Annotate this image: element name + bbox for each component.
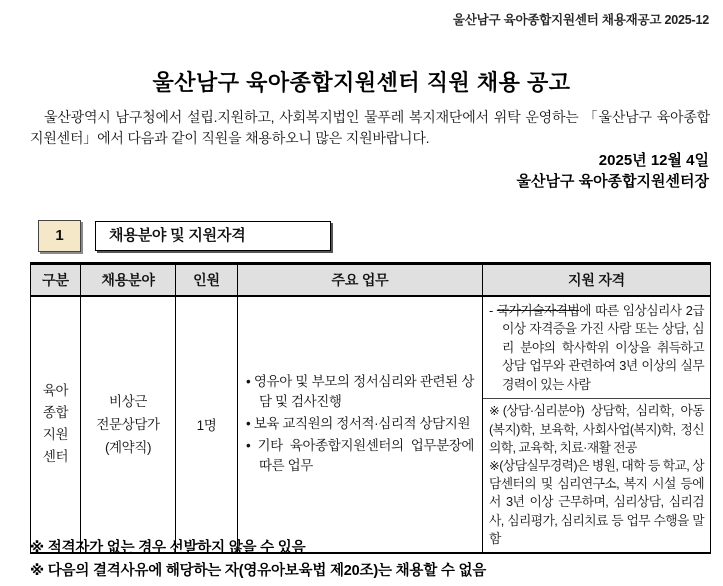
dash-marker: -	[489, 302, 493, 318]
column-header-count: 인원	[176, 264, 238, 296]
qualification-note: ※(상담실무경력)은 병원, 대학 등 학교, 상담센터의 및 심리연구소, 복지 시설 등에서 3년 이상 근무하며, 심리상담, 심리검사, 심리평가, 심리치료 등 업무 수행을 말함	[489, 458, 704, 546]
duty-item	[246, 436, 474, 476]
intro-paragraph: 울산광역시 남구청에서 설립.지원하고, 사회복지법인 물푸레 복지재단에서 위탁 운영하는 「울산남구 육아종합지원센터」에서 다음과 같이 직원을 채용하오니 많은 지원바랍니다.	[30, 109, 710, 146]
recruitment-table	[30, 262, 711, 554]
field-line: 전문상담가	[96, 416, 160, 432]
cell-category: 육아종합지원센터	[31, 296, 81, 554]
qualification-notes	[483, 399, 710, 552]
qualification-rest: 에 따른 임상심리사 2급 이상 자격증을 가진 사람 또는 상담, 심리 분야의 학사학위 이상을 취득하고 상담 업무와 관련하여 3년 이상의 실무경력이 있는 사람	[502, 302, 704, 392]
table-row	[31, 296, 711, 554]
field-line: (계약직)	[104, 439, 152, 455]
field-line: 비상근	[109, 393, 147, 409]
cell-field	[81, 296, 176, 554]
qualification-main-text	[489, 302, 704, 395]
bullet-icon: •	[246, 374, 251, 390]
reference-number: 울산남구 육아종합지원센터 채용재공고 2025-12	[452, 13, 709, 27]
cell-count: 1명	[176, 296, 238, 554]
duty-text: 기타 육아종합지원센터의 업무분장에 따른 업무	[257, 438, 474, 474]
struck-law-name: 국가기술자격법	[496, 302, 580, 318]
cell-duties	[238, 296, 483, 554]
column-header-qualification: 지원 자격	[483, 264, 711, 296]
page-title: 울산남구 육아종합지원센터 직원 채용 공고	[152, 70, 571, 95]
announcement-date: 2025년 12월 4일	[598, 152, 709, 169]
footer-note: ※ 적격자가 없는 경우 선발하지 않을 수 있음	[30, 540, 306, 556]
section-title: 채용분야 및 지원자격	[95, 221, 331, 251]
column-header-duties: 주요 업무	[238, 264, 483, 296]
bullet-icon: •	[246, 416, 251, 432]
qualification-note: ※(상담·심리분야) 상담학, 심리학, 아동(복지)학, 보육학, 사회사업(복지)학, 정신의학, 교육학, 치료·재활 전공	[489, 403, 704, 455]
section-number-badge: 1	[38, 220, 81, 252]
signature-line: 울산남구 육아종합지원센터장	[516, 173, 709, 190]
cell-qualification	[483, 296, 711, 554]
qualification-main	[483, 297, 710, 400]
duty-text: 보육 교직원의 정서적·심리적 상담지원	[253, 416, 471, 432]
date-signature-block	[516, 150, 709, 192]
duty-text: 영유아 및 부모의 정서심리와 관련된 상담 및 검사진행	[253, 374, 474, 410]
column-header-category: 구분	[31, 264, 81, 296]
footer-notes	[30, 537, 710, 583]
table-header-row	[31, 264, 711, 296]
duty-item	[246, 414, 474, 434]
column-header-field: 채용분야	[81, 264, 176, 296]
duty-item	[246, 372, 474, 412]
footer-note: ※ 다음의 결격사유에 해당하는 자(영유아보육법 제20조)는 채용할 수 없음	[30, 563, 487, 579]
bullet-icon: •	[246, 438, 251, 454]
